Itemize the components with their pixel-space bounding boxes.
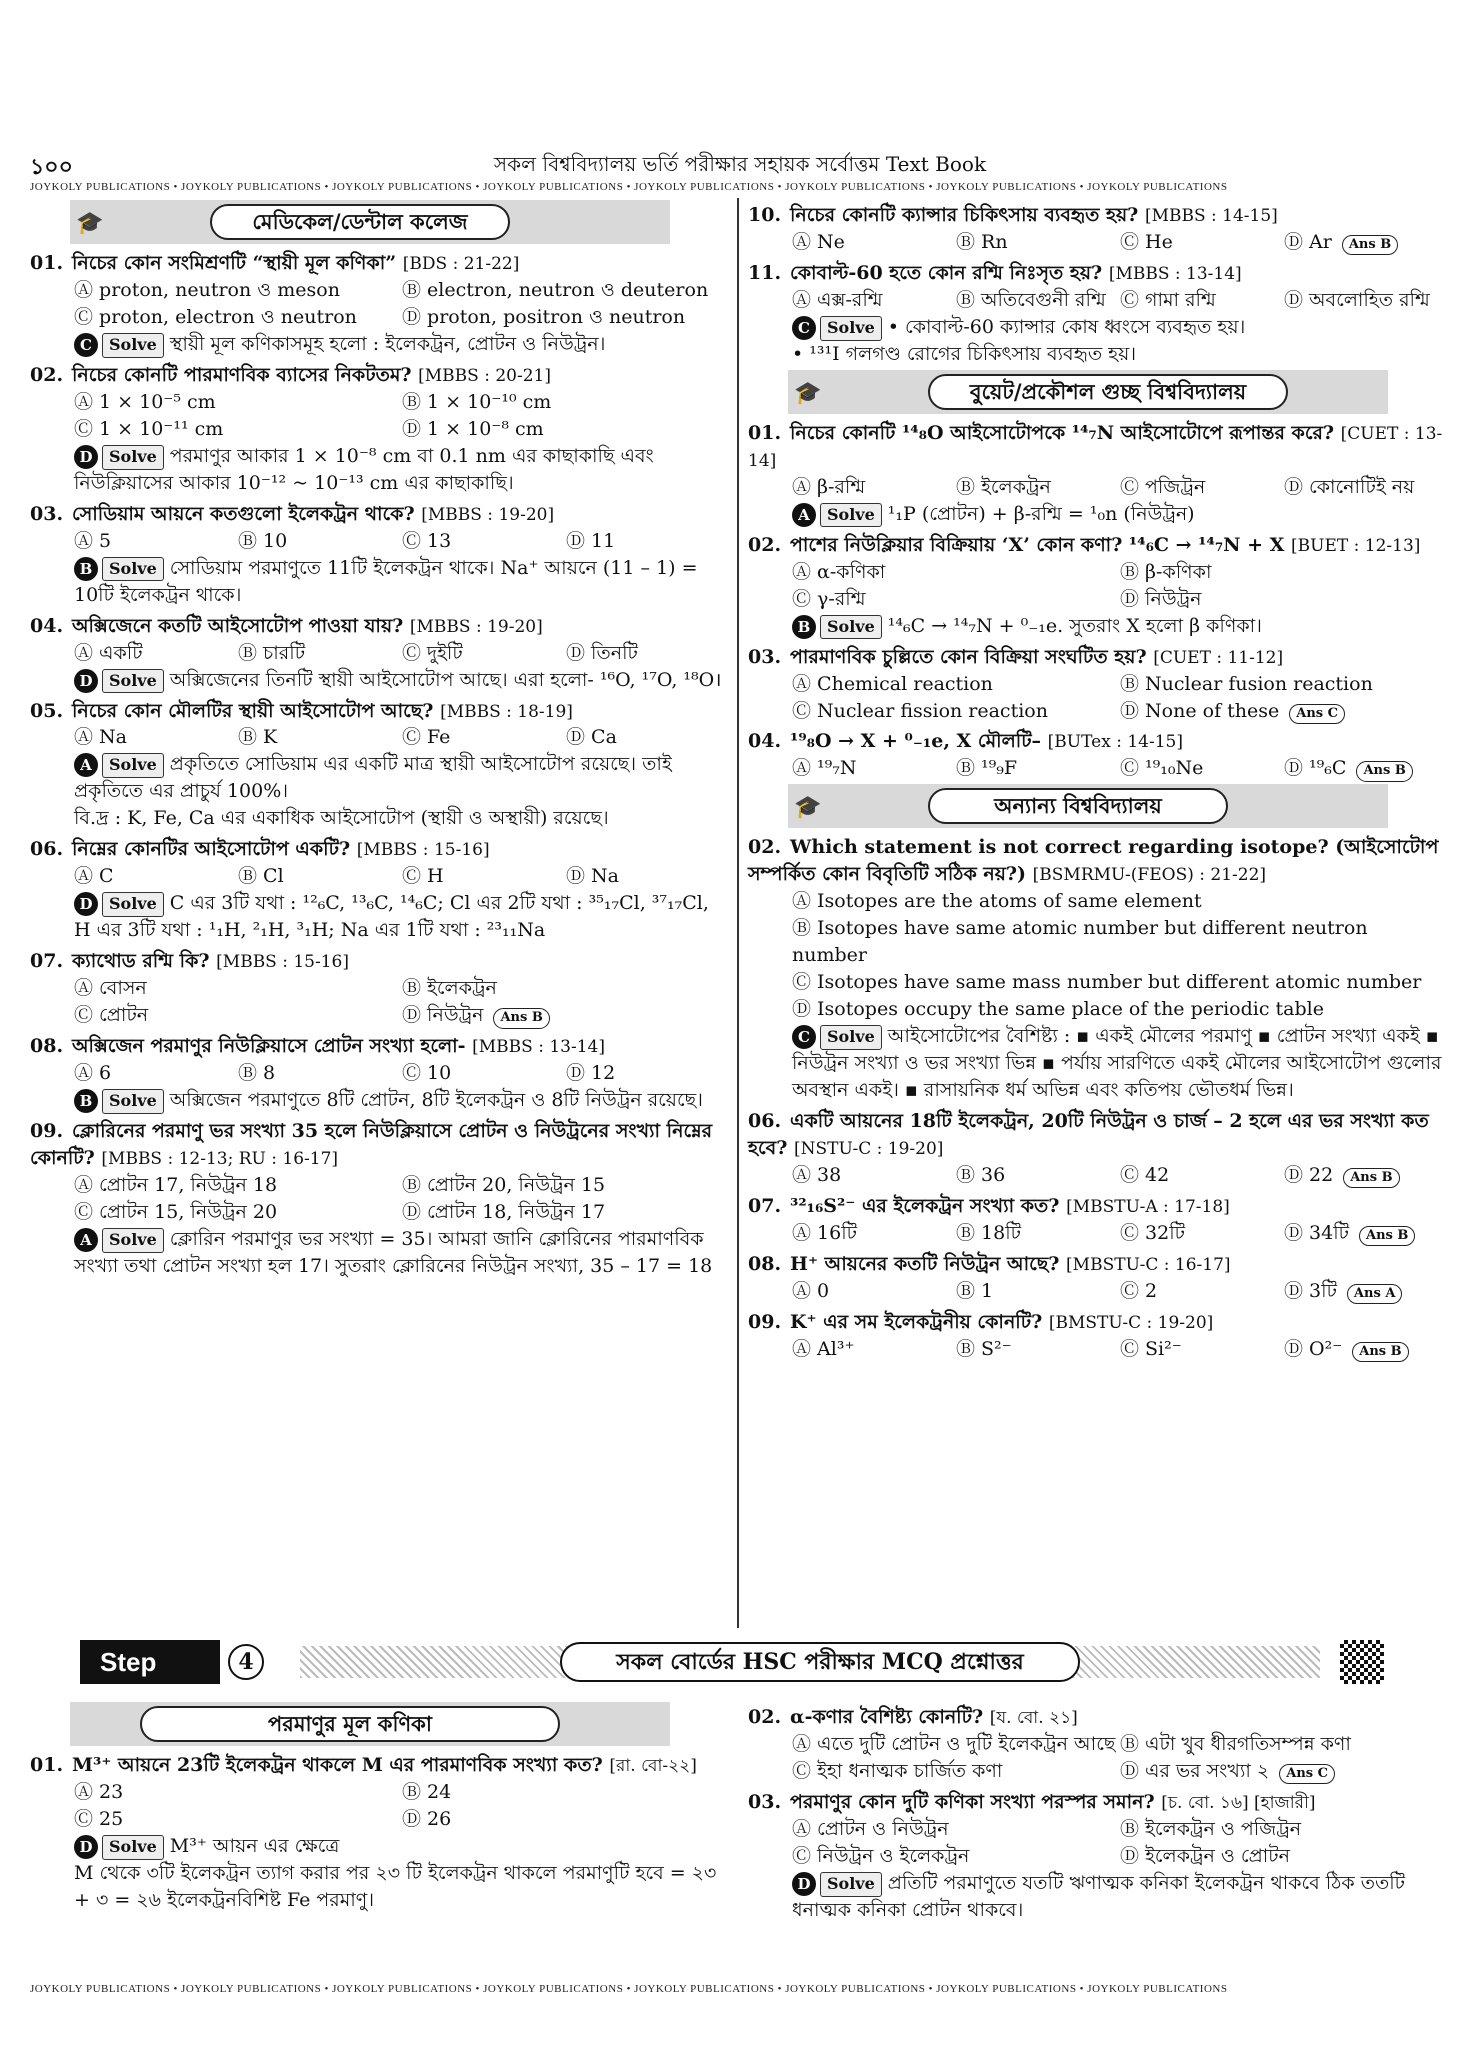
section-title: বুয়েট/প্রকৌশল গুচ্ছ বিশ্ববিদ্যালয় — [928, 374, 1288, 410]
section-band-engineering — [788, 370, 1388, 414]
bottom-right-column — [748, 1700, 1448, 1924]
other-question-06: 06. একটি আয়নের 18টি ইলেকট্রন, 20টি নিউট্রন ও চার্জ – 2 হলে এর ভর সংখ্যা কত হবে? [NSTU-C : 19-20] Ⓐ 38 Ⓑ 36 Ⓒ 42 Ⓓ 22 Ans B — [748, 1108, 1448, 1189]
step-number: 4 — [228, 1644, 264, 1680]
step-label: Step — [80, 1640, 220, 1684]
section-band-particles — [70, 1702, 670, 1746]
section-band-others — [788, 784, 1388, 828]
step-banner — [80, 1640, 1400, 1684]
publisher-strip-bottom: JOYKOLY PUBLICATIONS • JOYKOLY PUBLICATIONS • JOYKOLY PUBLICATIONS • JOYKOLY PUBLICATIONS • JOYKOLY PUBLICATIONS • JOYKOLY PUBLICATIONS • JOYKOLY PUBLICATIONS • JOYKOLY PUBLICATIONS — [30, 1983, 1228, 1995]
question-02: 02. নিচের কোনটি পারমাণবিক ব্যাসের নিকটতম? [MBBS : 20-21] Ⓐ 1 × 10⁻⁵ cm Ⓑ 1 × 10⁻¹⁰ cm Ⓒ 1 × 10⁻¹¹ cm Ⓓ 1 × 10⁻⁸ cm D Solve পরমাণুর আকার 1 × 10⁻⁸ cm বা 0.1 nm এর কাছাকাছি এবং নিউক্লিয়াসের আকার 10⁻¹² ~ 10⁻¹³ cm এর কাছাকাছি। — [30, 363, 654, 494]
hsc-question-02: 02. α-কণার বৈশিষ্ট্য কোনটি? [য. বো. ২১] Ⓐ এতে দুটি প্রোটন ও দুটি ইলেকট্রন আছে Ⓑ এটা খুব ধীরগতিসম্পন্ন কণা Ⓒ ইহা ধনাত্মক চার্জিত কণা Ⓓ এর ভর সংখ্যা ২ Ans C — [748, 1704, 1448, 1785]
graduation-cap-icon: 🎓 — [794, 795, 822, 821]
right-column — [748, 198, 1448, 1363]
graduation-cap-icon: 🎓 — [76, 211, 104, 236]
page-number: ১০০ — [30, 154, 73, 180]
bottom-left-column — [30, 1700, 730, 1914]
column-divider — [737, 198, 739, 1628]
other-question-09: 09. K⁺ এর সম ইলেকট্রনীয় কোনটি? [BMSTU-C : 19-20] Ⓐ Al³⁺ Ⓑ S²⁻ Ⓒ Si²⁻ Ⓓ O²⁻ Ans B — [748, 1309, 1448, 1363]
solve-badge: Solve — [102, 333, 164, 358]
question-01: 01. নিচের কোন সংমিশ্রণটি “স্থায়ী মূল কণিকা” [BDS : 21-22] Ⓐ proton, neutron ও meson Ⓑ electron, neutron ও deuteron Ⓒ proton, electron ও neutron Ⓓ proton, positron ও neutron C Solve স্থায়ী মূল কণিকাসমূহ হলো : ইলেকট্রন, প্রোটন ও নিউট্রন। — [30, 250, 730, 358]
question-04: 04. অক্সিজেনে কতটি আইসোটোপ পাওয়া যায়? [MBBS : 19-20] Ⓐ একটি Ⓑ চারটি Ⓒ দুইটি Ⓓ তিনটি D Solve অক্সিজেনের তিনটি স্থায়ী আইসোটোপ আছে। এরা হলো- ¹⁶O, ¹⁷O, ¹⁸O। — [30, 613, 730, 694]
question-10: 10. নিচের কোনটি ক্যান্সার চিকিৎসায় ব্যবহৃত হয়? [MBBS : 14-15] Ⓐ Ne Ⓑ Rn Ⓒ He Ⓓ Ar Ans B — [748, 202, 1448, 256]
book-title: সকল বিশ্ববিদ্যালয় ভর্তি পরীক্ষার সহায়ক সর্বোত্তম Text Book — [493, 152, 987, 176]
hsc-question-01: 01. M³⁺ আয়নে 23টি ইলেকট্রন থাকলে M এর পারমাণবিক সংখ্যা কত? [রা. বো-২২] Ⓐ 23 Ⓑ 24 Ⓒ 25 Ⓓ 26 D Solve M³⁺ আয়ন এর ক্ষেত্রে M থেকে ৩টি ইলেকট্রন ত্যাগ করার পর ২৩ টি ইলেকট্রন থাকলে পরমাণুটি হবে = ২৩ + ৩ = ২৬ ইলেকট্রনবিশিষ্ট Fe পরমাণু। — [30, 1754, 717, 1911]
question-11: 11. কোবাল্ট-60 হতে কোন রশ্মি নিঃসৃত হয়? [MBBS : 13-14] Ⓐ এক্স-রশ্মি Ⓑ অতিবেগুনী রশ্মি Ⓒ গামা রশ্মি Ⓓ অবলোহিত রশ্মি C Solve • কোবাল্ট-60 ক্যান্সার কোষ ধ্বংসে ব্যবহৃত হয়। • ¹³¹I গলগণ্ড রোগের চিকিৎসায় ব্যবহৃত হয়। — [748, 261, 1430, 365]
section-title: পরমাণুর মূল কণিকা — [140, 1706, 560, 1742]
question-06: 06. নিম্নের কোনটির আইসোটোপ একটি? [MBBS : 15-16] Ⓐ C Ⓑ Cl Ⓒ H Ⓓ Na D Solve C এর 3টি যথা : ¹²₆C, ¹³₆C, ¹⁴₆C; Cl এর 2টি যথা : ³⁵₁₇Cl, ³⁷₁₇Cl, H এর 3টি যথা : ¹₁H, ²₁H, ³₁H; Na এর 1টি যথা : ²³₁₁Na — [30, 838, 709, 942]
other-question-02: 02. Which statement is not correct regarding isotope? (আইসোটোপ সম্পর্কিত কোন বিবৃতিটি সঠিক নয়?) [BSMRMU-(FEOS) : 21-22] Ⓐ Isotopes are the atoms of same element Ⓑ Isotopes have same atomic number but different neutron number Ⓒ Isotopes have same mass number but different atomic number Ⓓ Isotopes occupy the same place of the periodic table C Solve আইসোটোপের বৈশিষ্ট্য : ▪ একই মৌলের পরমাণু ▪ প্রোটন সংখ্যা একই ▪ নিউট্রন সংখ্যা ও ভর সংখ্যা ভিন্ন ▪ পর্যায় সারণিতে একই মৌলের আইসোটোপ গুলোর অবস্থান একই। ▪ রাসায়নিক ধর্ম অভিন্ন এবং কতিপয় ভৌতধর্ম ভিন্ন। — [748, 836, 1442, 1102]
eng-question-02: 02. পাশের নিউক্লিয়ার বিক্রিয়ায় ‘X’ কোন কণা? ¹⁴₆C → ¹⁴₇N + X [BUET : 12-13] Ⓐ α-কণিকা Ⓑ β-কণিকা Ⓒ γ-রশ্মি Ⓓ নিউট্রন B Solve ¹⁴₆C → ¹⁴₇N + ⁰₋₁e. সুতরাং X হলো β কণিকা। — [748, 532, 1448, 640]
question-05: 05. নিচের কোন মৌলটির স্থায়ী আইসোটোপ আছে? [MBBS : 18-19] Ⓐ Na Ⓑ K Ⓒ Fe Ⓓ Ca A Solve প্রকৃতিতে সোডিয়াম এর একটি মাত্র স্থায়ী আইসোটোপ রয়েছে। তাই প্রকৃতিতে এর প্রাচুর্য 100%। বি.দ্র : K, Fe, Ca এর একাধিক আইসোটোপ (স্থায়ী ও অস্থায়ী) রয়েছে। — [30, 699, 672, 830]
answer-letter: C — [74, 333, 98, 357]
section-title: অন্যান্য বিশ্ববিদ্যালয় — [928, 788, 1228, 824]
question-07: 07. ক্যাথোড রশ্মি কি? [MBBS : 15-16] Ⓐ বোসন Ⓑ ইলেকট্রন Ⓒ প্রোটন Ⓓ নিউট্রন Ans B — [30, 948, 730, 1029]
page-header — [30, 150, 1450, 180]
question-08: 08. অক্সিজেন পরমাণুর নিউক্লিয়াসে প্রোটন সংখ্যা হলো- [MBBS : 13-14] Ⓐ 6 Ⓑ 8 Ⓒ 10 Ⓓ 12 B Solve অক্সিজেন পরমাণুতে 8টি প্রোটন, 8টি ইলেকট্রন ও 8টি নিউট্রন রয়েছে। — [30, 1033, 730, 1114]
other-question-08: 08. H⁺ আয়নের কতটি নিউট্রন আছে? [MBSTU-C : 16-17] Ⓐ 0 Ⓑ 1 Ⓒ 2 Ⓓ 3টি Ans A — [748, 1251, 1448, 1305]
eng-question-04: 04. ¹⁹₈O → X + ⁰₋₁e, X মৌলটি– [BUTex : 14-15] Ⓐ ¹⁹₇N Ⓑ ¹⁹₉F Ⓒ ¹⁹₁₀Ne Ⓓ ¹⁹₆C Ans B — [748, 728, 1448, 782]
left-column — [30, 198, 730, 1280]
other-question-07: 07. ³²₁₆S²⁻ এর ইলেকট্রন সংখ্যা কত? [MBSTU-A : 17-18] Ⓐ 16টি Ⓑ 18টি Ⓒ 32টি Ⓓ 34টি Ans B — [748, 1193, 1448, 1247]
qr-code-icon — [1340, 1640, 1384, 1684]
step-title: সকল বোর্ডের HSC পরীক্ষার MCQ প্রশ্নোত্তর — [560, 1642, 1080, 1682]
hsc-question-03: 03. পরমাণুর কোন দুটি কণিকা সংখ্যা পরস্পর সমান? [চ. বো. ১৬] [হাজারী] Ⓐ প্রোটন ও নিউট্রন Ⓑ ইলেকট্রন ও পজিট্রন Ⓒ নিউট্রন ও ইলেকট্রন Ⓓ ইলেকট্রন ও প্রোটন D Solve প্রতিটি পরমাণুতে যতটি ঋণাত্মক কনিকা ইলেকট্রন থাকবে ঠিক ততটি ধনাত্মক কনিকা প্রোটন থাকবে। — [748, 1790, 1406, 1921]
question-09: 09. ক্লোরিনের পরমাণু ভর সংখ্যা 35 হলে নিউক্লিয়াসে প্রোটন ও নিউট্রনের সংখ্যা নিম্নের কোনটি? [MBBS : 12-13; RU : 16-17] Ⓐ প্রোটন 17, নিউট্রন 18 Ⓑ প্রোটন 20, নিউট্রন 15 Ⓒ প্রোটন 15, নিউট্রন 20 Ⓓ প্রোটন 18, নিউট্রন 17 A Solve ক্লোরিন পরমাণুর ভর সংখ্যা = 35। আমরা জানি ক্লোরিনের পারমাণবিক সংখ্যা তথা প্রোটন সংখ্যা হল 17। সুতরাং ক্লোরিনের নিউট্রন সংখ্যা, 35 – 17 = 18 — [30, 1120, 713, 1277]
section-band — [70, 200, 670, 244]
eng-question-01: 01. নিচের কোনটি ¹⁴₈O আইসোটোপকে ¹⁴₇N আইসোটোপে রূপান্তর করে? [CUET : 13-14] Ⓐ β-রশ্মি Ⓑ ইলেকট্রন Ⓒ পজিট্রন Ⓓ কোনোটিই নয় A Solve ¹₁P (প্রোটন) + β-রশ্মি = ¹₀n (নিউট্রন) — [748, 420, 1448, 528]
graduation-cap-icon: 🎓 — [794, 380, 822, 406]
question-03: 03. সোডিয়াম আয়নে কতগুলো ইলেকট্রন থাকে? [MBBS : 19-20] Ⓐ 5 Ⓑ 10 Ⓒ 13 Ⓓ 11 B Solve সোডিয়াম পরমাণুতে 11টি ইলেকট্রন থাকে। Na⁺ আয়নে (11 – 1) = 10টি ইলেকট্রন থাকে। — [30, 502, 698, 606]
publisher-strip-top: JOYKOLY PUBLICATIONS • JOYKOLY PUBLICATIONS • JOYKOLY PUBLICATIONS • JOYKOLY PUBLICATIONS • JOYKOLY PUBLICATIONS • JOYKOLY PUBLICATIONS • JOYKOLY PUBLICATIONS • JOYKOLY PUBLICATIONS — [30, 181, 1228, 193]
section-title: মেডিকেল/ডেন্টাল কলেজ — [210, 204, 510, 240]
eng-question-03: 03. পারমাণবিক চুল্লিতে কোন বিক্রিয়া সংঘটিত হয়? [CUET : 11-12] Ⓐ Chemical reaction Ⓑ Nuclear fusion reaction Ⓒ Nuclear fission reaction Ⓓ None of these Ans C — [748, 644, 1448, 725]
